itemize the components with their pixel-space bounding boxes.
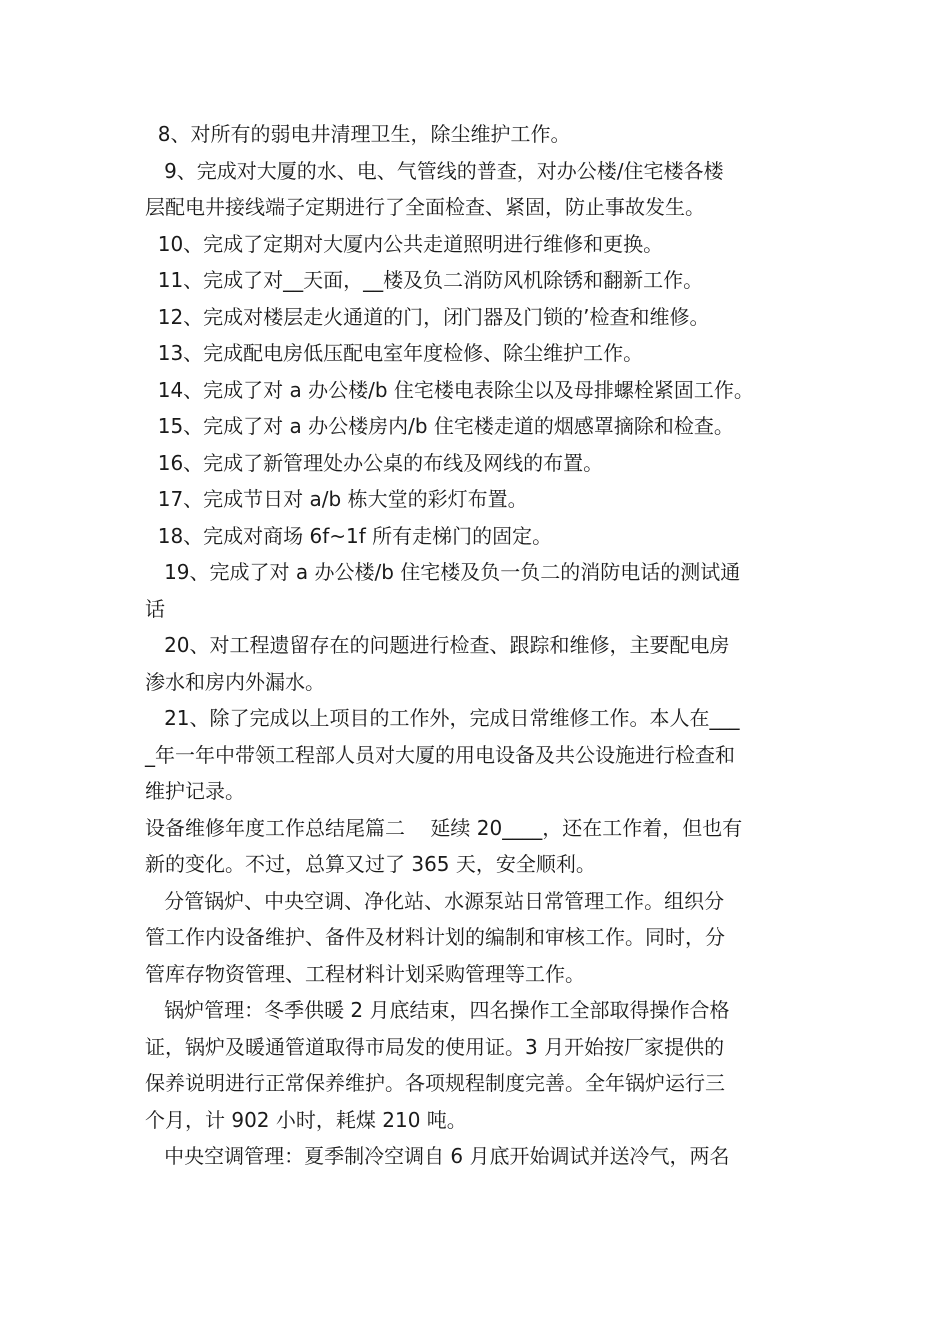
- paragraph: [145, 262, 810, 299]
- text-line: 中央空调管理：夏季制冷空调自 6 月底开始调试并送冷气，两名: [145, 1144, 730, 1168]
- text-line: 9、完成对大厦的水、电、气管线的普查，对办公楼/住宅楼各楼: [145, 158, 724, 183]
- text-line: 21、除了完成以上项目的工作外，完成日常维修工作。本人在___: [145, 706, 740, 730]
- paragraph: [145, 153, 810, 226]
- text-line: 锅炉管理：冬季供暖 2 月底结束，四名操作工全部取得操作合格: [145, 998, 730, 1022]
- paragraph: [145, 554, 810, 627]
- paragraph: [145, 372, 810, 409]
- paragraph: [145, 700, 810, 810]
- text-line: 12、完成对楼层走火通道的门，闭门器及门锁的’检查和维修。: [145, 304, 710, 329]
- text-line: 11、完成了对__天面，__楼及负二消防风机除锈和翻新工作。: [145, 268, 704, 292]
- paragraph: [145, 518, 810, 555]
- paragraph: [145, 408, 810, 445]
- paragraph: [145, 627, 810, 700]
- text-line: 话: [145, 596, 165, 621]
- text-line: 19、完成了对 a 办公楼/b 住宅楼及负一负二的消防电话的测试通: [145, 560, 741, 584]
- text-line: 17、完成节日对 a/b 栋大堂的彩灯布置。: [145, 487, 528, 511]
- paragraph: [145, 116, 810, 153]
- text-line: 8、对所有的弱电井清理卫生，除尘维护工作。: [145, 122, 571, 146]
- paragraph: [145, 481, 810, 518]
- paragraph: [145, 810, 810, 883]
- text-line: 14、完成了对 a 办公楼/b 住宅楼电表除尘以及母排螺栓紧固工作。: [145, 377, 754, 402]
- paragraph: [145, 1138, 810, 1175]
- document-body: [145, 116, 810, 1175]
- text-line: 分管锅炉、中央空调、净化站、水源泵站日常管理工作。组织分: [145, 888, 725, 913]
- text-line: 10、完成了定期对大厦内公共走道照明进行维修和更换。: [145, 231, 664, 256]
- text-line: 18、完成对商场 6f~1f 所有走梯门的固定。: [145, 523, 553, 548]
- text-line: 设备维修年度工作总结尾篇二 延续 20____，还在工作着，但也有: [145, 815, 743, 840]
- paragraph: [145, 226, 810, 263]
- text-line: 渗水和房内外漏水。: [145, 669, 325, 694]
- text-line: 个月，计 902 小时，耗煤 210 吨。: [145, 1107, 467, 1132]
- text-line: 20、对工程遗留存在的问题进行检查、跟踪和维修，主要配电房: [145, 633, 730, 657]
- text-line: 新的变化。不过，总算又过了 365 天，安全顺利。: [145, 852, 596, 876]
- paragraph: [145, 335, 810, 372]
- text-line: 层配电井接线端子定期进行了全面检查、紧固，防止事故发生。: [145, 195, 705, 219]
- text-line: 管工作内设备维护、备件及材料计划的编制和审核工作。同时，分: [145, 925, 725, 949]
- text-line: 证，锅炉及暖通管道取得市局发的使用证。3 月开始按厂家提供的: [145, 1034, 725, 1059]
- text-line: 16、完成了新管理处办公桌的布线及网线的布置。: [145, 450, 604, 475]
- paragraph: [145, 883, 810, 993]
- text-line: 管库存物资管理、工程材料计划采购管理等工作。: [145, 961, 585, 986]
- text-line: _年一年中带领工程部人员对大厦的用电设备及共公设施进行检查和: [145, 742, 735, 767]
- text-line: 15、完成了对 a 办公楼房内/b 住宅楼走道的烟感罩摘除和检查。: [145, 414, 734, 438]
- paragraph: [145, 299, 810, 336]
- text-line: 维护记录。: [145, 779, 245, 803]
- text-line: 保养说明进行正常保养维护。各项规程制度完善。全年锅炉运行三: [145, 1071, 725, 1095]
- text-line: 13、完成配电房低压配电室年度检修、除尘维护工作。: [145, 341, 644, 365]
- paragraph: [145, 445, 810, 482]
- paragraph: [145, 992, 810, 1138]
